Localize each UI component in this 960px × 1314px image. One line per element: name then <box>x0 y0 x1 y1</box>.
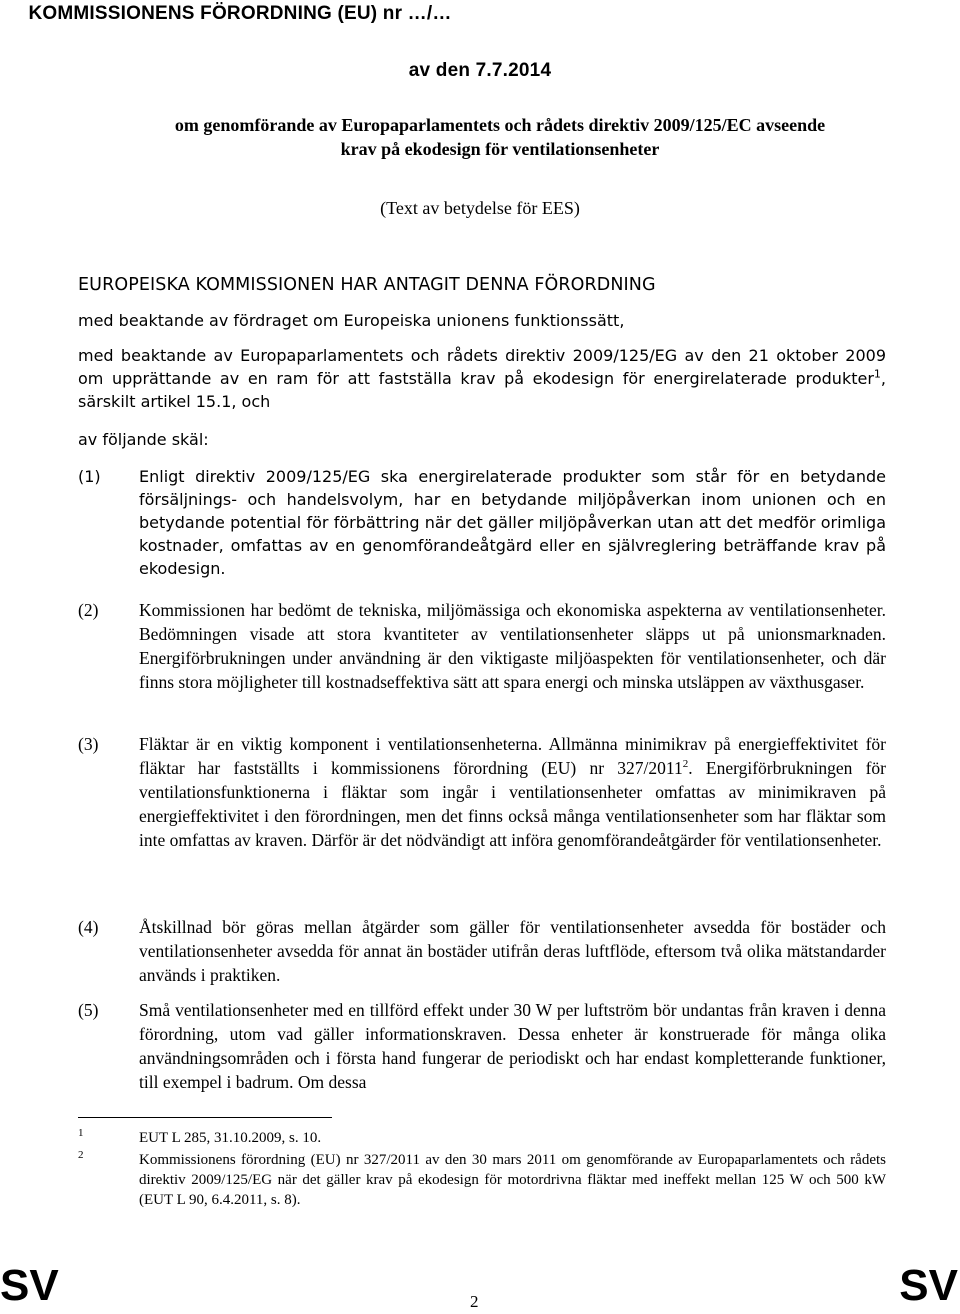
language-code-right: SV <box>899 1261 958 1310</box>
recital-text: Åtskillnad bör göras mellan åtgärder som gäller för ventilationsenheter avsedda för bostäder och ventilationsenheter avsedda för annat än bostäder utifrån deras luftflöde, eftersom två olika mätstandarder används i praktiken. <box>139 917 886 985</box>
footnote <box>78 1150 886 1210</box>
citation-directive-text: med beaktande av Europaparlamentets och rådets direktiv 2009/125/EG av den 21 oktober 2009 om upprättande av en ram för att fastställa krav på ekodesign för energirelaterade produkter <box>78 346 886 388</box>
title-date: av den 7.7.2014 <box>408 60 552 81</box>
recital-number: (2) <box>78 600 99 620</box>
footnote-text: EUT L 285, 31.10.2009, s. 10. <box>139 1130 322 1146</box>
recital-number: (4) <box>78 917 99 937</box>
subtitle-line-2: krav på ekodesign för ventilationsenheter <box>340 139 660 159</box>
page-number: 2 <box>470 1292 479 1311</box>
language-code-left: SV <box>0 1261 59 1310</box>
citation-directive-tail: , särskilt artikel 15.1, och <box>78 369 886 411</box>
recital <box>78 998 886 1094</box>
recital <box>78 915 886 987</box>
recital <box>78 465 886 580</box>
footnote-ref-2[interactable]: 2 <box>682 758 689 771</box>
recital <box>78 598 886 694</box>
adoption-statement: EUROPEISKA KOMMISSIONEN HAR ANTAGIT DENNA FÖRORDNING <box>78 275 656 295</box>
recital-text: Enligt direktiv 2009/125/EG ska energirelaterade produkter som står för en betydande försäljnings- och handelsvolym, har en betydande miljöpåverkan inom unionen och en betydande potential för förbättring när det gäller miljöpåverkan utan att det medför orimliga kostnader, omfattas av en genomförandeåtgärd eller en självreglering beträffande krav på ekodesign. <box>139 467 886 578</box>
citation-treaty: med beaktande av fördraget om Europeiska unionens funktionssätt, <box>78 311 625 330</box>
recital-number: (5) <box>78 1000 99 1020</box>
recital-text-part: . Energiförbrukningen för ventilationsfunktionerna i fläktar som ingår i ventilationsenheter omfattas av minimikraven på energieffektivitet i den förordningen, men det finns också många ventilationsenheter som har fläktar som inte omfattas av kraven. Därför är det nödvändigt att införa genomförandeåtgärder för ventilationsenheter. <box>139 758 886 850</box>
footnote-number: 2 <box>78 1149 84 1161</box>
recital-text: Kommissionen har bedömt de tekniska, miljömässiga och ekonomiska aspekterna av ventilationsenheter. Bedömningen visade att stora kvantiteter av ventilationsenheter släpps ut på unionsmarknaden. Energiförbrukningen under användning är den viktigaste miljöaspekten för ventilationsenheter, och där finns stora möjligheter till kostnadseffektiva sätt att spara energi och minska utsläppen av växthusgaser. <box>139 600 886 692</box>
subtitle-line-1: om genomförande av Europaparlamentets och rådets direktiv 2009/125/EC avseende <box>174 115 826 135</box>
recital-number: (1) <box>78 467 101 486</box>
footnote-divider <box>78 1117 332 1118</box>
regulation-subtitle <box>60 113 940 161</box>
recital-text-part: Fläktar är en viktig komponent i ventilationsenheterna. Allmänna minimikrav på energieffektivitet för fläktar har fastställts i kommissionens förordning (EU) nr 327/2011 <box>139 734 886 778</box>
footnote-ref-1[interactable]: 1 <box>873 367 881 381</box>
citation-directive <box>78 344 886 413</box>
ees-relevance: (Text av betydelse för EES) <box>380 198 580 218</box>
recital <box>78 732 886 852</box>
recitals-intro: av följande skäl: <box>78 430 209 449</box>
footnote <box>78 1128 886 1148</box>
footnote-number: 1 <box>78 1127 84 1139</box>
title-line-1: KOMMISSIONENS FÖRORDNING (EU) nr …/… <box>28 3 452 24</box>
recital-text <box>139 732 886 852</box>
recital-number: (3) <box>78 734 99 754</box>
recital-text: Små ventilationsenheter med en tillförd effekt under 30 W per luftström bör undantas från kraven i denna förordning, utom vad gäller informationskraven. Dessa enheter är konstruerade för många olika användningsområden och i första hand fungerar de periodiskt och har endast kompletterande funktioner, till exempel i badrum. Om dessa <box>139 1000 886 1092</box>
regulation-title <box>0 2 960 83</box>
footnote-text: Kommissionens förordning (EU) nr 327/2011 av den 30 mars 2011 om genomförande av Europaparlamentets och rådets direktiv 2009/125/EG när det gäller krav på ekodesign för motordrivna fläktar med ineffekt mellan 125 W och 500 kW (EUT L 90, 6.4.2011, s. 8). <box>139 1152 886 1208</box>
